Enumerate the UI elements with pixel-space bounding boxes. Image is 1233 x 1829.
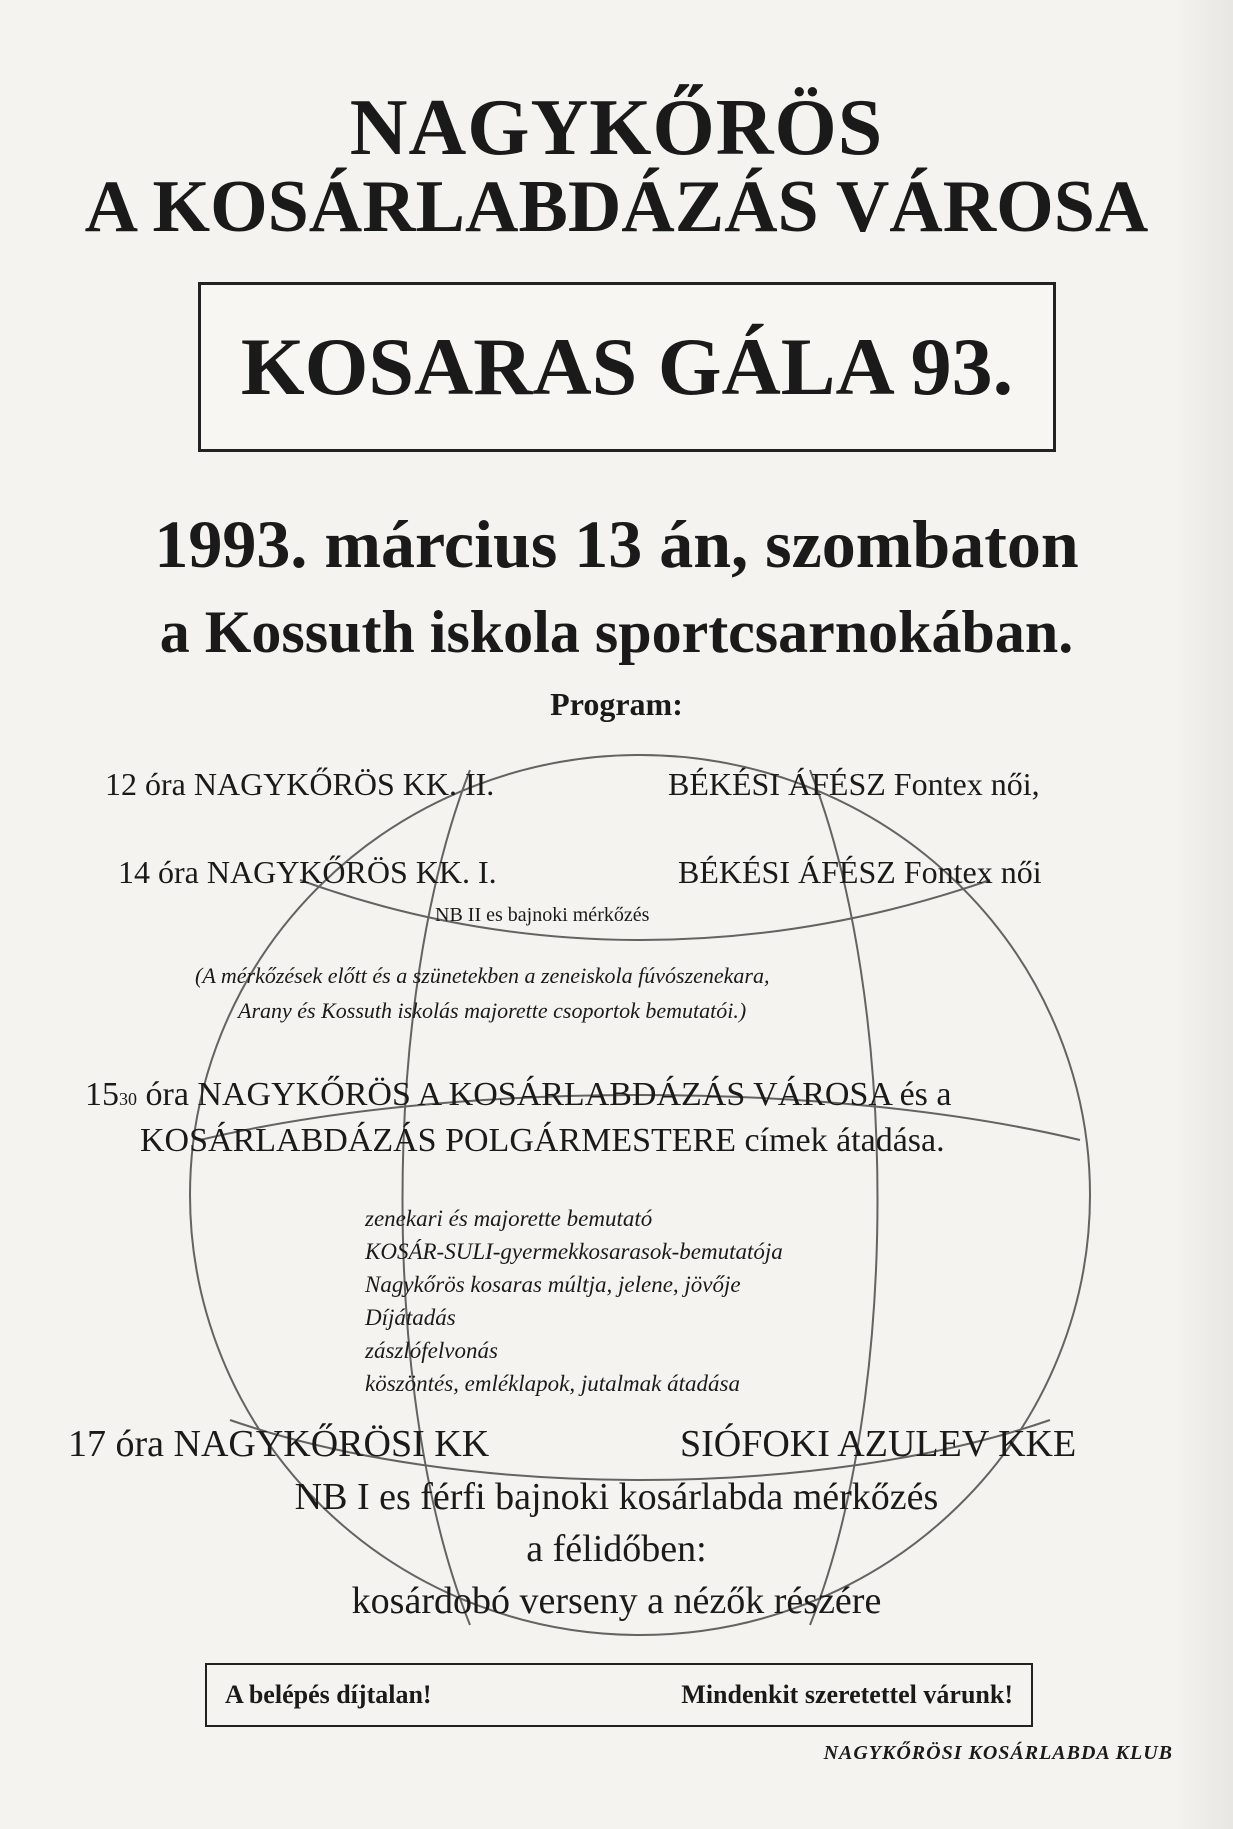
program-row3-text: óra NAGYKŐRÖS A KOSÁRLABDÁZÁS VÁROSA és a (145, 1076, 952, 1113)
program-note-line2: Arany és Kossuth iskolás majorette csoportok bemutatói.) (238, 998, 747, 1023)
organizer-club: NAGYKŐRÖSI KOSÁRLABDA KLUB (823, 1742, 1173, 1764)
program-row3-line1 (85, 1078, 952, 1112)
welcome-text: Mindenkit szeretettel várunk! (681, 1680, 1013, 1709)
event-date: 1993. március 13 án, szombaton (154, 506, 1079, 582)
program-note-line1: (A mérkőzések előtt és a szünetekben a zeneiskola fúvószenekara, (195, 963, 770, 988)
header-title-subtitle: A KOSÁRLABDÁZÁS VÁROSA (84, 166, 1149, 248)
program-row3-time-sup: 30 (119, 1089, 137, 1109)
program-heading: Program: (550, 686, 683, 722)
program-row4-sub3: kosárdobó verseny a nézők részére (351, 1580, 882, 1622)
program-item-1: zenekari és majorette bemutató (365, 1206, 653, 1231)
program-row2-sub: NB II es bajnoki mérkőzés (435, 904, 650, 926)
paper-edge-shadow (1173, 0, 1233, 1829)
program-row4-sub2: a félidőben: (526, 1528, 707, 1570)
program-item-5: zászlófelvonás (365, 1338, 498, 1363)
event-venue: a Kossuth iskola sportcsarnokában. (159, 599, 1074, 665)
program-row2-left: 14 óra NAGYKŐRÖS KK. I. (118, 854, 497, 890)
program-row3-line2: KOSÁRLABDÁZÁS POLGÁRMESTERE címek átadása. (140, 1122, 945, 1159)
entry-free-text: A belépés díjtalan! (225, 1680, 432, 1709)
program-row3-time: 15 (85, 1076, 119, 1113)
program-item-6: köszöntés, emléklapok, jutalmak átadása (365, 1371, 740, 1396)
program-item-4: Díjátadás (365, 1305, 456, 1330)
program-item-2: KOSÁR-SULI-gyermekkosarasok-bemutatója (365, 1239, 783, 1264)
header-title-city: NAGYKŐRÖS (349, 84, 884, 172)
program-row1-left: 12 óra NAGYKŐRÖS KK. II. (105, 766, 495, 802)
entry-info-box (205, 1663, 1033, 1727)
program-row4-right: SIÓFOKI AZULEV KKE (680, 1423, 1077, 1465)
program-row4-sub1: NB I es férfi bajnoki kosárlabda mérkőzés (294, 1476, 939, 1518)
gala-banner (198, 282, 1056, 452)
gala-title: KOSARAS GÁLA 93. (240, 321, 1014, 412)
program-row2-right: BÉKÉSI ÁFÉSZ Fontex női (678, 854, 1042, 890)
program-row1-right: BÉKÉSI ÁFÉSZ Fontex női, (668, 766, 1040, 802)
program-row4-left: 17 óra NAGYKŐRÖSI KK (68, 1423, 490, 1465)
program-item-3: Nagykőrös kosaras múltja, jelene, jövője (365, 1272, 741, 1297)
